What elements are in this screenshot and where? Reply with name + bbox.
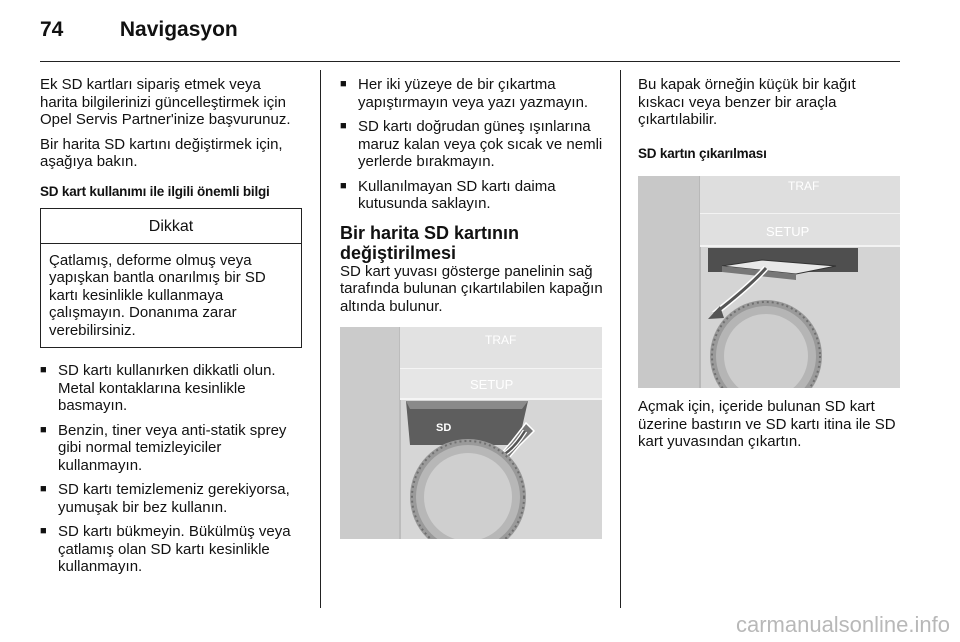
page-title: Navigasyon (119, 18, 238, 41)
header-rule (40, 61, 900, 62)
column-divider-1 (320, 70, 321, 608)
list-item: ■ Kullanılmayan SD kartı daima kutusunda saklayın. (340, 178, 605, 213)
list-item: ■ Her iki yüzeye de bir çıkartma yapıştırmayın veya yazı yazmayın. (340, 76, 605, 111)
watermark: carmanualsonline.info (735, 612, 950, 637)
list-item: ■ SD kartı temizlemeniz gerekiyorsa, yumuşak bir bez kullanın. (40, 481, 302, 516)
paragraph: Ek SD kartları sipariş etmek veya harita bilgilerinizi güncelleştirmek için Opel Servis Partner'inize başvurunuz. (40, 76, 291, 128)
setup-label: SETUP (766, 224, 810, 239)
column-2 (340, 76, 605, 549)
sd-slot-figure (340, 327, 602, 539)
paragraph: Bu kapak örneğin küçük bir kağıt kıskacı veya benzer bir araçla çıkartılabilir. (638, 76, 856, 128)
page-header (40, 18, 238, 42)
section-heading: Bir harita SD kartının değiştirilmesi (340, 222, 520, 263)
column-1 (40, 76, 302, 583)
paragraph: Bir harita SD kartını değiştirmek için, aşağıya bakın. (40, 135, 283, 170)
setup-label: SETUP (470, 377, 514, 392)
list-item: ■ SD kartı doğrudan güneş ışınlarına maruz kalan veya çok sıcak ve nemli yerlerde bırakmayın. (340, 118, 605, 171)
bullet-list (40, 362, 302, 576)
sd-removal-figure (638, 176, 900, 388)
svg-text:SD: SD (436, 422, 452, 434)
notice-box (40, 208, 302, 348)
paragraph: Açmak için, içeride bulunan SD kart üzerine bastırın ve SD kartı itina ile SD kart yuvasından çıkartın. (638, 398, 896, 450)
page-number: 74 (40, 18, 64, 41)
traf-label: TRAF (788, 179, 820, 193)
column-divider-2 (620, 70, 621, 608)
column-3 (638, 76, 900, 458)
subheading: SD kartın çıkarılması (638, 145, 767, 161)
list-item: ■ Benzin, tiner veya anti-statik sprey gibi normal temizleyiciler kullanmayın. (40, 422, 302, 475)
notice-title: Dikkat (41, 209, 301, 244)
subheading: SD kart kullanımı ile ilgili önemli bilgi (40, 183, 270, 199)
bullet-list (340, 76, 605, 213)
list-item: ■ SD kartı kullanırken dikkatli olun. Metal kontaklarına kesinlikle basmayın. (40, 362, 302, 415)
list-item: ■ SD kartı bükmeyin. Bükülmüş veya çatlamış olan SD kartı kesinlikle kullanmayın. (40, 523, 302, 576)
notice-body: Çatlamış, deforme olmuş veya yapışkan bantla onarılmış bir SD kartı kesinlikle kullanmaya çalışmayın. Donanıma zarar verebilirsiniz. (49, 251, 266, 339)
traf-label: TRAF (485, 333, 517, 347)
paragraph: SD kart yuvası gösterge panelinin sağ tarafında bulunan çıkartılabilen kapağın altında bulunur. (340, 262, 603, 315)
